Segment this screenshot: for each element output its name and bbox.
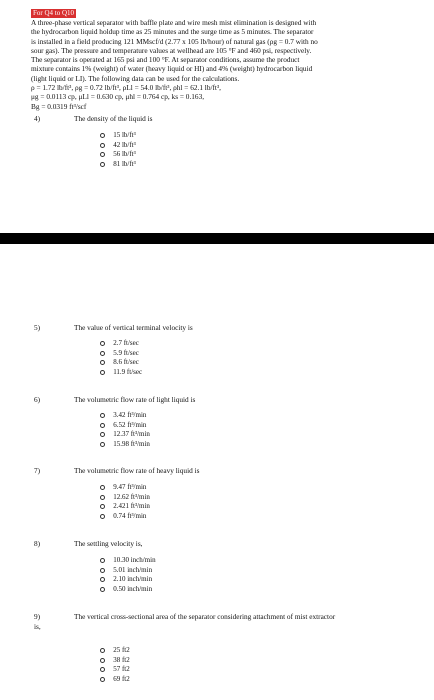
radio-circle-icon (100, 504, 105, 509)
question-4-text: The density of the liquid is (74, 114, 153, 123)
radio-circle-icon (100, 677, 105, 682)
radio-circle-icon (100, 423, 105, 428)
question-9-text: The vertical cross-sectional area of the separator considering attachment of mist extractor (74, 612, 336, 621)
radio-circle-icon (100, 360, 105, 365)
radio-circle-icon (100, 341, 105, 346)
question-8-number: 8) (34, 539, 41, 548)
radio-circle-icon (100, 351, 105, 356)
option[interactable]: 3.42 ft³/min (100, 411, 150, 421)
question-5-options (100, 339, 142, 377)
radio-circle-icon (100, 587, 105, 592)
question-6-text: The volumetric flow rate of light liquid is (74, 395, 196, 404)
option[interactable]: 38 ft2 (100, 656, 130, 666)
radio-circle-icon (100, 495, 105, 500)
radio-circle-icon (100, 648, 105, 653)
radio-circle-icon (100, 514, 105, 519)
radio-circle-icon (100, 558, 105, 563)
question-4-options (100, 131, 136, 169)
problem-line: μg = 0.0113 cp, μLl = 0.630 cp, μhl = 0.764 cp, ks = 0.163, (31, 92, 205, 102)
option[interactable]: 0.50 inch/min (100, 585, 156, 595)
problem-line: The separator is operated at 165 psi and 100 °F. At separator conditions, assume the product (31, 55, 300, 65)
question-8-options (100, 556, 156, 594)
option[interactable]: 10.30 inch/min (100, 556, 156, 566)
option[interactable]: 8.6 ft/sec (100, 358, 142, 368)
radio-circle-icon (100, 133, 105, 138)
radio-circle-icon (100, 485, 105, 490)
question-7-text: The volumetric flow rate of heavy liquid is (74, 466, 200, 475)
question-7-number: 7) (34, 466, 41, 475)
question-7-options (100, 483, 150, 521)
option[interactable]: 12.37 ft³/min (100, 430, 150, 440)
question-9-options (100, 646, 130, 684)
radio-circle-icon (100, 432, 105, 437)
radio-circle-icon (100, 658, 105, 663)
option[interactable]: 57 ft2 (100, 665, 130, 675)
option[interactable]: 25 ft2 (100, 646, 130, 656)
radio-circle-icon (100, 577, 105, 582)
radio-circle-icon (100, 370, 105, 375)
problem-line: Bg = 0.0319 ft³/scf (31, 101, 87, 111)
option[interactable]: 11.9 ft/sec (100, 368, 142, 378)
question-5-text: The value of vertical terminal velocity is (74, 323, 193, 332)
option[interactable]: 0.74 ft³/min (100, 512, 150, 522)
option[interactable]: 42 lb/ft³ (100, 141, 136, 151)
problem-line: the hydrocarbon liquid holdup time as 25 minutes and the surge time as 5 minutes. The separator (31, 27, 314, 37)
question-8-text: The settling velocity is, (74, 539, 143, 548)
question-5-number: 5) (34, 323, 41, 332)
radio-circle-icon (100, 162, 105, 167)
radio-circle-icon (100, 143, 105, 148)
option[interactable]: 2.421 ft³/min (100, 502, 150, 512)
problem-line: ρ = 1.72 lb/ft³, ρg = 0.72 lb/ft³, ρLl = 54.0 lb/ft³, ρhl = 62.1 lb/ft³, (31, 83, 221, 93)
problem-line: is installed in a field producing 121 MMscf/d (2.77 x 105 lb/hour) of natural gas (ρg = 0.7 with no (31, 36, 318, 46)
option[interactable]: 56 lb/ft³ (100, 150, 136, 160)
page-divider-bar (0, 233, 434, 244)
question-6-options (100, 411, 150, 449)
problem-line: A three-phase vertical separator with baffle plate and wire mesh mist elimination is designed with (31, 18, 317, 27)
question-9-number: 9) (34, 612, 41, 621)
radio-circle-icon (100, 568, 105, 573)
option[interactable]: 2.7 ft/sec (100, 339, 142, 349)
option[interactable]: 12.62 ft³/min (100, 493, 150, 503)
option[interactable]: 69 ft2 (100, 675, 130, 685)
radio-circle-icon (100, 667, 105, 672)
option[interactable]: 5.01 inch/min (100, 566, 156, 576)
radio-circle-icon (100, 413, 105, 418)
question-9-text-continuation: is, (34, 622, 41, 631)
option[interactable]: 81 lb/ft³ (100, 160, 136, 170)
question-6-number: 6) (34, 395, 41, 404)
option[interactable]: 2.10 inch/min (100, 575, 156, 585)
radio-circle-icon (100, 442, 105, 447)
radio-circle-icon (100, 152, 105, 157)
option[interactable]: 9.47 ft³/min (100, 483, 150, 493)
question-range-tag: For Q4 to Q10 (33, 9, 75, 17)
option[interactable]: 6.52 ft³/min (100, 421, 150, 431)
option[interactable]: 15 lb/ft³ (100, 131, 136, 141)
problem-line: sour gas). The pressure and temperature values at wellhead are 105 °F and 460 psi, respectively. (31, 45, 312, 55)
option[interactable]: 5.9 ft/sec (100, 349, 142, 359)
question-4-number: 4) (34, 114, 41, 123)
problem-line: mixture contains 1% (weight) of water (heavy liquid or HI) and 4% (weight) hydrocarbon liquid (31, 64, 313, 74)
option[interactable]: 15.98 ft³/min (100, 440, 150, 450)
problem-line: (light liquid or LI). The following data can be used for the calculations. (31, 73, 240, 83)
problem-statement (31, 18, 423, 111)
